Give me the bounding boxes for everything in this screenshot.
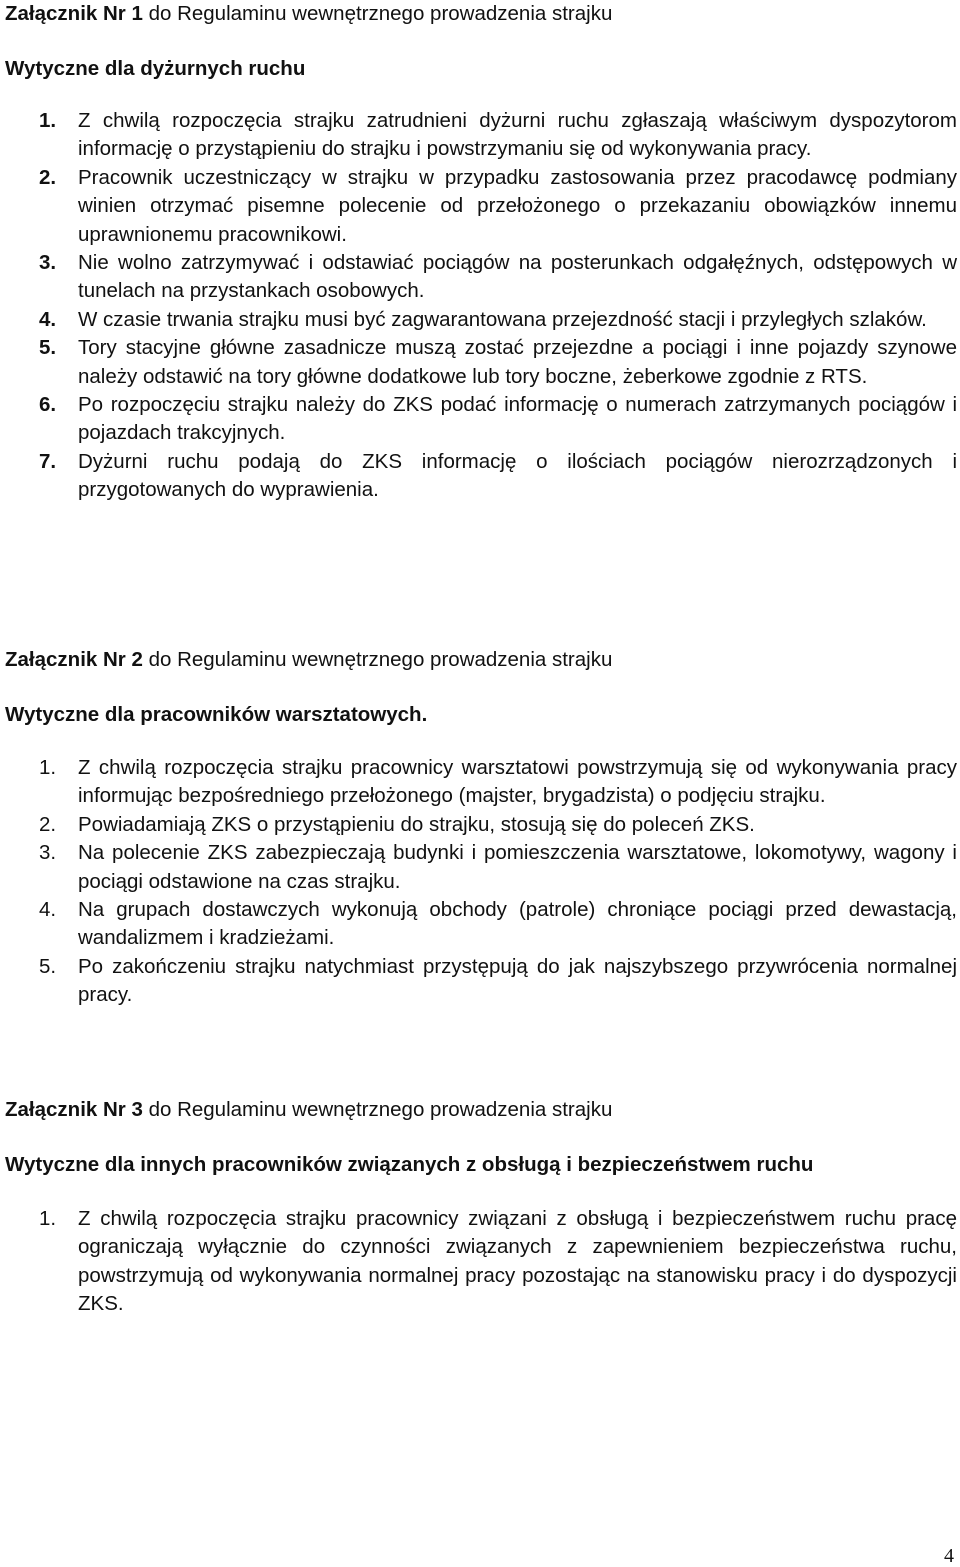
item-number: 4.: [39, 307, 57, 331]
annex-3-heading-rest: do Regulaminu wewnętrznego prowadzenia strajku: [142, 1098, 613, 1121]
item-number: 2.: [39, 812, 57, 836]
list-item: [5, 249, 957, 306]
annex-3-number: Załącznik Nr 3: [5, 1098, 143, 1121]
item-number: 1.: [39, 1207, 57, 1230]
annex-2: [5, 646, 957, 1010]
item-number: 3.: [39, 251, 57, 275]
list-item: [5, 164, 957, 249]
item-text: Z chwilą rozpoczęcia strajku pracownicy warsztatowi powstrzymują się od wykonywania pracy informując bezpośredniego przełożonego (majster, brygadzista) o podjęciu strajku.: [78, 756, 957, 808]
annex-1-number: Załącznik Nr 1: [5, 2, 143, 25]
item-number: 7.: [39, 449, 57, 473]
annex-3-title: Wytyczne dla innych pracowników związanych z obsługą i bezpieczeństwem ruchu: [5, 1153, 814, 1176]
annex-1-heading-rest: do Regulaminu wewnętrznego prowadzenia strajku: [142, 2, 613, 25]
page-number: 4: [944, 1545, 954, 1567]
item-text: Po rozpoczęciu strajku należy do ZKS podać informację o numerach zatrzymanych pociągów i pojazdach trakcyjnych.: [78, 393, 957, 445]
item-number: 1.: [39, 109, 57, 132]
annex-2-heading-rest: do Regulaminu wewnętrznego prowadzenia strajku: [142, 648, 613, 671]
item-number: 5.: [39, 954, 57, 978]
list-item: [5, 391, 957, 448]
list-item: [5, 306, 957, 334]
list-item: [5, 953, 957, 1010]
item-text: Dyżurni ruchu podają do ZKS informację o ilościach pociągów nierozrządzonych i przygotowanych do wyprawienia.: [78, 449, 957, 502]
list-item: [5, 811, 957, 839]
item-text: Po zakończeniu strajku natychmiast przystępują do jak najszybszego przywrócenia normalnej pracy.: [78, 954, 957, 1007]
annex-1-list: [5, 107, 957, 505]
list-item: [5, 334, 957, 391]
list-item: [5, 896, 957, 953]
item-number: 5.: [39, 336, 57, 360]
item-text: Na polecenie ZKS zabezpieczają budynki i pomieszczenia warsztatowe, lokomotywy, wagony i pociągi odstawione na czas strajku.: [78, 841, 957, 893]
item-text: Powiadamiają ZKS o przystąpieniu do strajku, stosują się do poleceń ZKS.: [78, 812, 755, 836]
list-item: [5, 448, 957, 505]
item-number: 2.: [39, 165, 57, 189]
list-item: [5, 754, 957, 811]
annex-1-heading: [5, 0, 957, 28]
annex-1: [5, 0, 957, 505]
item-text: Z chwilą rozpoczęcia strajku zatrudnieni dyżurni ruchu zgłaszają właściwym dyspozytorom informację o przystąpieniu do strajku i powstrzymaniu się od wykonywania pracy.: [78, 109, 957, 161]
item-text: W czasie trwania strajku musi być zagwarantowana przejezdność stacji i przyległych szlaków.: [78, 307, 927, 331]
annex-1-title: Wytyczne dla dyżurnych ruchu: [5, 57, 306, 80]
item-number: 1.: [39, 756, 57, 779]
item-number: 6.: [39, 393, 57, 417]
annex-3-heading: [5, 1096, 957, 1124]
annex-2-number: Załącznik Nr 2: [5, 648, 143, 671]
item-text: Nie wolno zatrzymywać i odstawiać pociągów na posterunkach odgałęźnych, odstępowych w tunelach na przystankach osobowych.: [78, 251, 957, 303]
item-text: Na grupach dostawczych wykonują obchody (patrole) chroniące pociągi przed dewastacją, wandalizmem i kradzieżami.: [78, 898, 957, 950]
item-number: 3.: [39, 841, 57, 865]
list-item: [5, 107, 957, 164]
annex-2-list: [5, 754, 957, 1010]
annex-3: [5, 1096, 957, 1319]
annex-2-heading: [5, 646, 957, 674]
item-text: Tory stacyjne główne zasadnicze muszą zostać przejezdne a pociągi i inne pojazdy szynowe należy odstawić na tory główne dodatkowe lub tory boczne, żeberkowe zgodnie z RTS.: [78, 336, 957, 388]
list-item: [5, 839, 957, 896]
annex-3-list: [5, 1205, 957, 1319]
item-text: Pracownik uczestniczący w strajku w przypadku zastosowania przez pracodawcę podmiany winien otrzymać pisemne polecenie od przełożonego o przekazaniu obowiązków innemu uprawnionemu pracownikowi.: [78, 165, 957, 246]
list-item: [5, 1205, 957, 1319]
annex-2-title: Wytyczne dla pracowników warsztatowych.: [5, 703, 428, 726]
item-number: 4.: [39, 898, 57, 922]
item-text: Z chwilą rozpoczęcia strajku pracownicy związani z obsługą i bezpieczeństwem ruchu pracę ograniczają wyłącznie do czynności związanych z zapewnieniem bezpieczeństwa ruchu, powstrzymują od wykonywania normalnej pracy pozostając na stanowisku pracy i do dyspozycji ZKS.: [78, 1207, 957, 1316]
